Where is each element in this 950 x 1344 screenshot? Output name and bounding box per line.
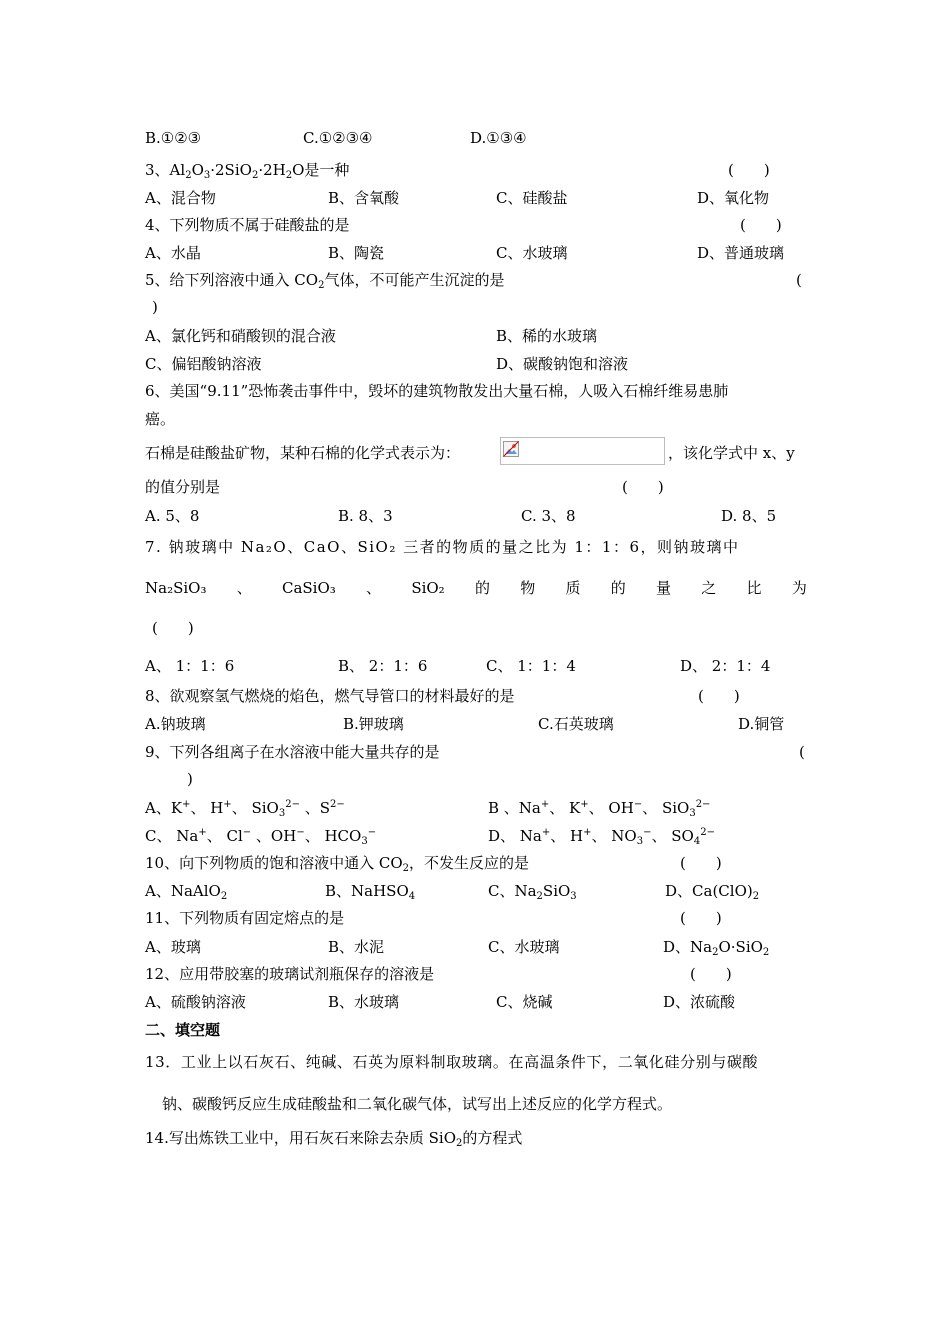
q11-option-c: C、水玻璃 [488, 938, 560, 956]
q9-option-a: A、K+、 H+、 SiO$_3^{2-}$ 、$S^{2-}$ [145, 799, 345, 819]
q10-option-d: D、$Ca(ClO)_2$ [665, 882, 760, 902]
q5-option-c: C、偏铝酸钠溶液 [145, 355, 262, 373]
q8-option-a: A.钠玻璃 [145, 715, 206, 733]
q2-option-d: D.①③④ [470, 129, 527, 147]
q7-line2: Na₂SiO₃ 、 CaSiO₃ 、 SiO₂ 的 物 质 的 量 之 比 为 [145, 579, 807, 597]
q5-paren-open: ( [796, 271, 802, 289]
q10-option-c: C、$Na_2SiO_3$ [488, 882, 577, 902]
q5-option-a: A、氯化钙和硝酸钡的混合液 [145, 327, 336, 345]
q5-option-d: D、碳酸钠饱和溶液 [496, 355, 629, 373]
q10-option-a: A、NaAlO$_2$ [145, 882, 228, 902]
q3-option-b: B、含氧酸 [328, 189, 400, 207]
q12-option-c: C、烧碱 [496, 993, 553, 1011]
q5-stem: 5、给下列溶液中通入 $CO_2$气体，不可能产生沉淀的是 [145, 271, 505, 291]
q7-line1: 7. 钠玻璃中 Na₂O、CaO、SiO₂ 三者的物质的量之比为 1：1：6，则钠玻璃中 [145, 538, 740, 556]
q10-option-b: B、NaHSO$_4$ [325, 882, 416, 902]
q12-option-a: A、硫酸钠溶液 [145, 993, 246, 1011]
q6-line3a: 石棉是硅酸盐矿物，某种石棉的化学式表示为： [145, 444, 461, 462]
q11-option-d: D、$Na_2O\cdot SiO_2$ [663, 938, 770, 958]
q4-option-a: A、水晶 [145, 244, 201, 262]
q4-option-c: C、水玻璃 [496, 244, 568, 262]
q13-line2: 钠、碳酸钙反应生成硅酸盐和二氧化碳气体，试写出上述反应的化学方程式。 [162, 1095, 673, 1113]
q9-option-d: D、 Na+、 H+、 $NO_3^-$、 $SO_4^{2-}$ [488, 827, 715, 847]
q3-option-d: D、氧化物 [697, 189, 770, 207]
q11-option-b: B、水泥 [328, 938, 385, 956]
q6-option-d: D. 8、5 [721, 507, 777, 525]
q9-stem: 9、下列各组离子在水溶液中能大量共存的是 [145, 743, 440, 761]
q6-option-a: A. 5、8 [145, 507, 200, 525]
q10-answer-paren: ( ) [680, 854, 722, 872]
q7-option-a: A、 1：1：6 [145, 657, 235, 675]
q3-answer-paren: ( ) [728, 161, 770, 179]
q7-answer-paren: ( ) [152, 619, 194, 637]
q6-line4: 的值分别是 [145, 478, 221, 496]
q12-answer-paren: ( ) [690, 965, 732, 983]
q8-option-c: C.石英玻璃 [538, 715, 614, 733]
q3-option-c: C、硅酸盐 [496, 189, 568, 207]
q14-stem: 14.写出炼铁工业中，用石灰石来除去杂质 SiO$_2$的方程式 [145, 1129, 523, 1149]
q4-stem: 4、下列物质不属于硅酸盐的是 [145, 216, 350, 234]
q6-line2: 癌。 [145, 410, 176, 428]
q11-option-a: A、玻璃 [145, 938, 201, 956]
q11-stem: 11、下列物质有固定熔点的是 [145, 909, 345, 927]
q8-option-d: D.铜管 [738, 715, 785, 733]
q7-option-c: C、 1：1：4 [486, 657, 576, 675]
q8-answer-paren: ( ) [698, 687, 740, 705]
q3-stem: 3、$Al_2O_3\cdot 2SiO_2\cdot 2H_2O$是一种 [145, 161, 350, 181]
q9-option-b: B 、Na+、 K+、 OH−、 SiO$_3^{2-}$ [488, 799, 711, 819]
q7-option-b: B、 2：1：6 [338, 657, 428, 675]
q6-line3b: ，该化学式中 x、y [668, 444, 795, 462]
q5-paren-close: ) [152, 298, 158, 316]
q9-option-c: C、 Na+、 Cl− 、OH−、 $HCO_3^-$ [145, 827, 377, 847]
q4-option-d: D、普通玻璃 [697, 244, 785, 262]
q4-answer-paren: ( ) [740, 216, 782, 234]
q6-line1: 6、美国“9.11”恐怖袭击事件中，毁坏的建筑物散发出大量石棉，人吸入石棉纤维易患肺 [145, 382, 729, 400]
q12-option-d: D、浓硫酸 [663, 993, 736, 1011]
q8-stem: 8、欲观察氢气燃烧的焰色，燃气导管口的材料最好的是 [145, 687, 515, 705]
formula-image-placeholder [500, 437, 665, 465]
q6-answer-paren: ( ) [622, 478, 664, 496]
q3-option-a: A、混合物 [145, 189, 216, 207]
q5-option-b: B、稀的水玻璃 [496, 327, 598, 345]
q6-option-c: C. 3、8 [521, 507, 576, 525]
q6-option-b: B. 8、3 [338, 507, 393, 525]
q12-stem: 12、应用带胶塞的玻璃试剂瓶保存的溶液是 [145, 965, 435, 983]
q2-option-b: B.①②③ [145, 129, 202, 147]
q9-paren-open: ( [799, 743, 805, 761]
q10-stem: 10、向下列物质的饱和溶液中通入 $CO_2$，不发生反应的是 [145, 854, 530, 874]
broken-image-icon [503, 441, 519, 457]
q12-option-b: B、水玻璃 [328, 993, 400, 1011]
q11-answer-paren: ( ) [680, 909, 722, 927]
section-heading: 二、填空题 [145, 1021, 221, 1039]
q9-paren-close: ) [187, 770, 193, 788]
q2-option-c: C.①②③④ [303, 129, 373, 147]
q7-option-d: D、 2：1：4 [680, 657, 771, 675]
q8-option-b: B.钾玻璃 [343, 715, 404, 733]
q13-line1: 13．工业上以石灰石、纯碱、石英为原料制取玻璃。在高温条件下，二氧化硅分别与碳酸 [145, 1053, 759, 1071]
q4-option-b: B、陶瓷 [328, 244, 385, 262]
